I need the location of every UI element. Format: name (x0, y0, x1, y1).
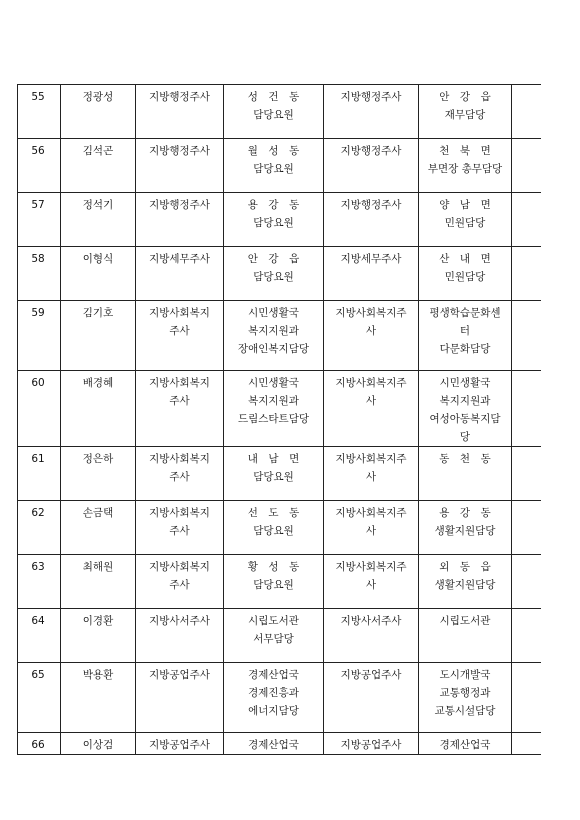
current-department-line: 복지지원과 (248, 395, 299, 407)
employee-name-cell: 정석기 (61, 193, 136, 247)
current-department-cell (224, 301, 324, 371)
new-grade-line: 사 (365, 325, 377, 337)
current-grade-line: 지방행정주사 (149, 145, 210, 157)
new-grade-line: 지방사회복지주 (335, 307, 407, 319)
current-grade-line: 지방사회복지 (149, 507, 210, 519)
new-post-line: 용 강 동 (439, 507, 491, 519)
current-grade-cell (136, 139, 224, 193)
empty-cell (512, 447, 541, 501)
new-post-line: 생활지원담당 (434, 579, 496, 591)
current-grade-line: 지방공업주사 (149, 669, 210, 681)
new-post-line: 시민생활국 (439, 377, 491, 389)
row-number-cell: 57 (18, 193, 61, 247)
employee-name-cell: 정광성 (61, 85, 136, 139)
current-grade-cell (136, 301, 224, 371)
new-post-cell (419, 447, 512, 501)
new-post-line: 터 (459, 325, 471, 337)
new-grade-line: 지방공업주사 (340, 739, 402, 751)
current-department-line: 담당요원 (253, 271, 294, 283)
new-grade-cell (324, 371, 419, 447)
new-post-line: 민원담당 (444, 217, 486, 229)
current-department-line: 담당요원 (253, 109, 294, 121)
current-grade-line: 지방행정주사 (149, 199, 210, 211)
current-department-line: 담당요원 (253, 471, 294, 483)
current-department-cell (224, 139, 324, 193)
current-department-line: 담당요원 (253, 217, 294, 229)
employee-name-cell: 최해원 (61, 555, 136, 609)
empty-cell (512, 609, 541, 663)
new-post-cell (419, 555, 512, 609)
new-grade-line: 지방세무주사 (340, 253, 402, 265)
new-grade-cell (324, 193, 419, 247)
current-grade-cell (136, 193, 224, 247)
row-number-cell: 63 (18, 555, 61, 609)
current-grade-line: 지방사서주사 (149, 615, 210, 627)
new-post-line: 산 내 면 (439, 253, 491, 265)
new-grade-cell (324, 139, 419, 193)
new-post-line: 교통행정과 (439, 687, 491, 699)
new-post-cell (419, 139, 512, 193)
employee-name-cell: 배경혜 (61, 371, 136, 447)
new-post-line: 평생학습문화센 (429, 307, 501, 319)
new-grade-cell (324, 609, 419, 663)
new-grade-cell (324, 447, 419, 501)
new-grade-line: 지방사회복지주 (335, 561, 407, 573)
new-grade-line: 사 (365, 579, 377, 591)
empty-cell (512, 371, 541, 447)
current-grade-line: 주사 (169, 395, 190, 407)
new-grade-line: 지방사서주사 (340, 615, 402, 627)
row-number-cell: 64 (18, 609, 61, 663)
empty-cell (512, 85, 541, 139)
new-post-cell (419, 247, 512, 301)
employee-name-cell: 김석곤 (61, 139, 136, 193)
current-department-cell (224, 247, 324, 301)
current-grade-line: 지방행정주사 (149, 91, 210, 103)
new-grade-cell (324, 555, 419, 609)
employee-name-cell: 이경환 (61, 609, 136, 663)
new-grade-line: 지방사회복지주 (335, 507, 407, 519)
empty-cell (512, 733, 541, 755)
current-department-line: 선 도 동 (247, 507, 300, 519)
new-grade-line: 사 (365, 471, 377, 483)
current-grade-cell (136, 733, 224, 755)
new-post-cell (419, 501, 512, 555)
current-grade-cell (136, 609, 224, 663)
row-number-cell: 56 (18, 139, 61, 193)
current-department-line: 경제진흥과 (248, 687, 299, 699)
empty-cell (512, 247, 541, 301)
new-post-cell (419, 663, 512, 733)
table-row (18, 193, 541, 247)
table-row (18, 555, 541, 609)
current-department-line: 드림스타트담당 (237, 413, 309, 425)
current-department-cell (224, 555, 324, 609)
new-post-line: 외 동 읍 (439, 561, 491, 573)
new-grade-line: 지방행정주사 (340, 199, 402, 211)
table-row (18, 501, 541, 555)
new-post-cell (419, 733, 512, 755)
current-department-line: 성 건 동 (247, 91, 300, 103)
row-number-cell: 58 (18, 247, 61, 301)
current-department-line: 복지지원과 (248, 325, 299, 337)
current-department-cell (224, 609, 324, 663)
table-row (18, 371, 541, 447)
new-grade-line: 사 (365, 525, 377, 537)
current-department-line: 담당요원 (253, 163, 294, 175)
row-number-cell: 62 (18, 501, 61, 555)
new-grade-cell (324, 85, 419, 139)
current-department-cell (224, 663, 324, 733)
table-row (18, 139, 541, 193)
new-post-line: 부면장 총무담당 (427, 163, 503, 175)
new-post-cell (419, 609, 512, 663)
table-row (18, 609, 541, 663)
current-department-cell (224, 501, 324, 555)
table-row (18, 85, 541, 139)
current-grade-line: 지방세무주사 (149, 253, 210, 265)
new-grade-line: 지방사회복지주 (335, 453, 407, 465)
table-row (18, 247, 541, 301)
current-department-line: 시민생활국 (248, 377, 299, 389)
current-department-cell (224, 193, 324, 247)
employee-name-cell: 박용환 (61, 663, 136, 733)
current-department-line: 안 강 읍 (247, 253, 300, 265)
new-post-cell (419, 301, 512, 371)
current-grade-line: 지방사회복지 (149, 377, 210, 389)
current-grade-cell (136, 555, 224, 609)
new-post-line: 생활지원담당 (434, 525, 496, 537)
new-grade-cell (324, 663, 419, 733)
new-post-line: 당 (459, 431, 471, 443)
current-department-cell (224, 447, 324, 501)
current-grade-cell (136, 447, 224, 501)
new-grade-cell (324, 733, 419, 755)
table-row (18, 733, 541, 755)
current-department-cell (224, 733, 324, 755)
row-number-cell: 60 (18, 371, 61, 447)
current-department-line: 장애인복지담당 (237, 343, 309, 355)
personnel-table (17, 84, 541, 755)
row-number-cell: 55 (18, 85, 61, 139)
current-grade-line: 주사 (169, 525, 190, 537)
current-grade-line: 지방사회복지 (149, 307, 210, 319)
current-department-line: 시민생활국 (248, 307, 299, 319)
empty-cell (512, 663, 541, 733)
employee-name-cell: 이상검 (61, 733, 136, 755)
new-post-line: 교통시설담당 (434, 705, 496, 717)
new-grade-line: 지방행정주사 (340, 145, 402, 157)
current-grade-line: 지방공업주사 (149, 739, 210, 751)
new-grade-cell (324, 501, 419, 555)
empty-cell (512, 193, 541, 247)
row-number-cell: 65 (18, 663, 61, 733)
current-department-cell (224, 85, 324, 139)
new-post-line: 천 북 면 (439, 145, 491, 157)
current-department-line: 내 남 면 (247, 453, 300, 465)
new-post-line: 도시개발국 (439, 669, 491, 681)
new-grade-line: 지방공업주사 (340, 669, 402, 681)
new-grade-cell (324, 301, 419, 371)
table-row (18, 301, 541, 371)
current-grade-line: 주사 (169, 471, 190, 483)
current-grade-line: 지방사회복지 (149, 453, 210, 465)
empty-cell (512, 139, 541, 193)
new-post-line: 동 천 동 (439, 453, 491, 465)
current-grade-cell (136, 247, 224, 301)
current-grade-line: 주사 (169, 325, 190, 337)
new-post-line: 재무담당 (444, 109, 486, 121)
current-grade-cell (136, 371, 224, 447)
current-department-line: 담당요원 (253, 579, 294, 591)
new-grade-line: 사 (365, 395, 377, 407)
row-number-cell: 59 (18, 301, 61, 371)
new-post-line: 시립도서관 (439, 615, 491, 627)
new-post-line: 양 남 면 (439, 199, 491, 211)
new-post-line: 경제산업국 (439, 739, 491, 751)
new-post-cell (419, 193, 512, 247)
current-department-line: 경제산업국 (248, 739, 299, 751)
new-grade-line: 지방행정주사 (340, 91, 402, 103)
current-department-line: 담당요원 (253, 525, 294, 537)
current-department-line: 용 강 동 (247, 199, 300, 211)
current-department-line: 경제산업국 (248, 669, 299, 681)
current-grade-line: 지방사회복지 (149, 561, 210, 573)
new-post-line: 복지지원과 (439, 395, 491, 407)
current-department-line: 서무담당 (253, 633, 294, 645)
row-number-cell: 61 (18, 447, 61, 501)
new-grade-cell (324, 247, 419, 301)
employee-name-cell: 이형식 (61, 247, 136, 301)
new-post-line: 여성아동복지담 (429, 413, 501, 425)
employee-name-cell: 손금택 (61, 501, 136, 555)
current-grade-line: 주사 (169, 579, 190, 591)
empty-cell (512, 555, 541, 609)
new-post-line: 민원담당 (444, 271, 486, 283)
current-department-line: 황 성 동 (247, 561, 300, 573)
row-number-cell: 66 (18, 733, 61, 755)
current-department-cell (224, 371, 324, 447)
current-department-line: 월 성 동 (247, 145, 300, 157)
current-grade-cell (136, 85, 224, 139)
current-department-line: 시립도서관 (248, 615, 299, 627)
new-grade-line: 지방사회복지주 (335, 377, 407, 389)
employee-name-cell: 김기호 (61, 301, 136, 371)
current-grade-cell (136, 663, 224, 733)
new-post-line: 다문화담당 (439, 343, 491, 355)
new-post-line: 안 강 읍 (439, 91, 491, 103)
table-row (18, 663, 541, 733)
new-post-cell (419, 85, 512, 139)
current-grade-cell (136, 501, 224, 555)
empty-cell (512, 501, 541, 555)
employee-name-cell: 정은하 (61, 447, 136, 501)
current-department-line: 에너지담당 (248, 705, 299, 717)
new-post-cell (419, 371, 512, 447)
empty-cell (512, 301, 541, 371)
personnel-table-body (18, 85, 541, 755)
table-row (18, 447, 541, 501)
